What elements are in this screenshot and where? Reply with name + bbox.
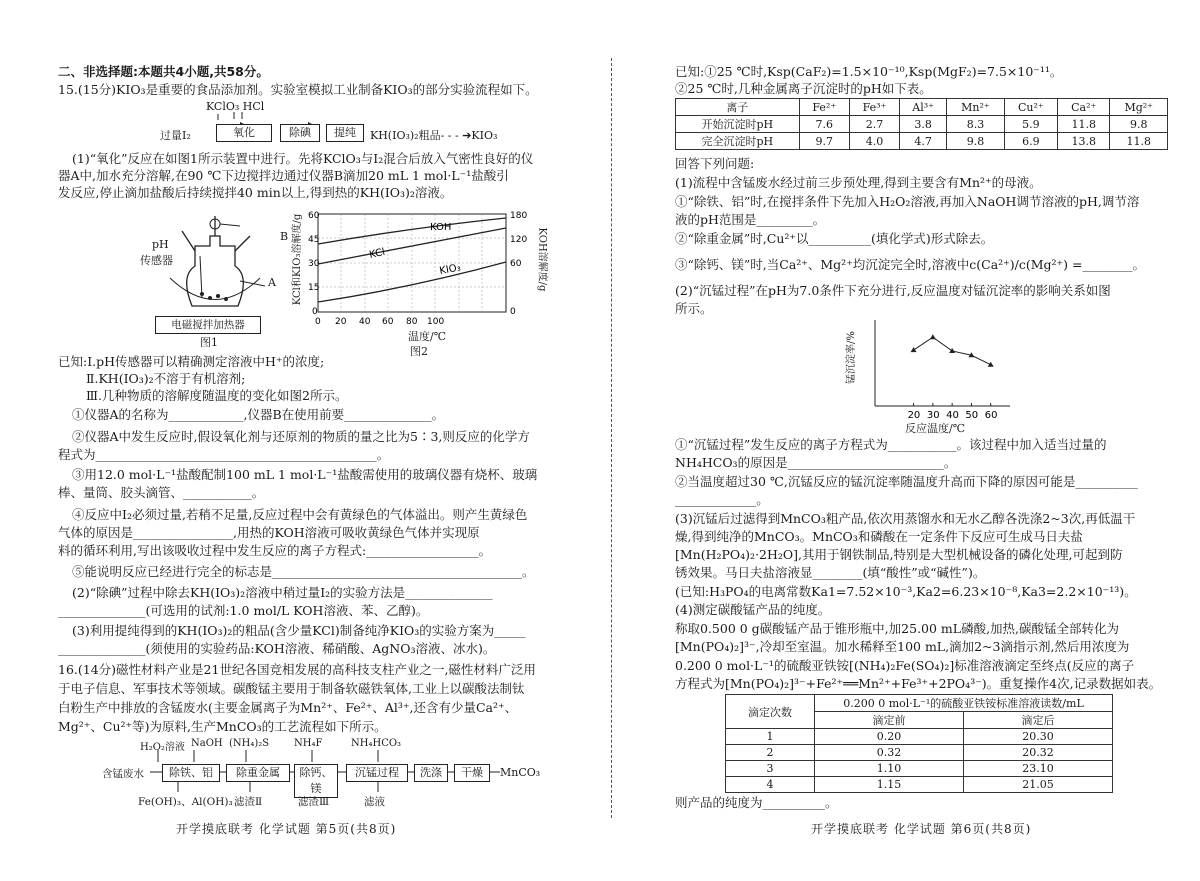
titration-sub-after: 滴定后 — [963, 712, 1112, 729]
curve-label-koh: KOH — [430, 222, 452, 233]
svg-text:0: 0 — [315, 317, 321, 327]
r-line-a3: 液的pH范围是_________。 — [675, 212, 826, 227]
q15-flow-oxidation: 氧化 — [216, 124, 272, 142]
r-line-b5: 燥,得到纯净的MnCO₃。MnCO₃和磷酸在一定条件下反应可生成马日夫盐 — [675, 529, 1083, 544]
solubility-chart — [290, 206, 540, 334]
ph-cell: 6.9 — [1004, 133, 1057, 150]
svg-text:0: 0 — [510, 307, 516, 317]
r-line-b7: 锈效果。马日夫盐溶液显________(填“酸性”或“碱性”)。 — [675, 565, 986, 580]
ph-cell: 9.8 — [947, 133, 1005, 150]
svg-text:180: 180 — [510, 211, 528, 221]
q15-p1-line-2: 器A中,加水充分溶解,在90 ℃下边搅拌边通过仪器B滴加20 mL 1 mol·L⁻¹盐酸引 — [58, 168, 509, 183]
r-line-b10: 称取0.500 0 g碳酸锰产品于锥形瓶中,加25.00 mL磷酸,加热,碳酸锰全部转化为 — [675, 621, 1120, 636]
q15-line-13: ______________(须使用的实验药品:KOH溶液、稀硝酸、AgNO₃溶液、冰水)。 — [58, 641, 496, 656]
r-line-b3: _____________。 — [675, 492, 769, 507]
ph-th-7: Mg²⁺ — [1110, 99, 1168, 116]
ph-cell: 开始沉淀时pH — [676, 116, 800, 133]
table-row — [726, 777, 1113, 793]
mn-data-point — [911, 347, 917, 352]
q16-step-dry: 干燥 — [454, 764, 490, 782]
titration-table — [725, 694, 1113, 793]
q15-line-3: 程式为_____________________________________________。 — [58, 447, 390, 462]
mn-chart-svg — [835, 316, 1015, 424]
mn-x-tick-label: 30 — [926, 410, 940, 421]
titration-cell: 0.20 — [815, 729, 964, 745]
r-line-b4: (3)沉锰后过滤得到MnCO₃粗产品,依次用蒸馏水和无水乙醇各洗涤2~3次,再低温干 — [675, 511, 1136, 526]
fig1-label-ph: pH — [152, 238, 169, 251]
ph-cell: 13.8 — [1057, 133, 1109, 150]
svg-text:100: 100 — [427, 317, 445, 327]
titration-cell: 1.10 — [815, 761, 964, 777]
q15-intro: 15.(15分)KIO₃是重要的食品添加剂。实验室模拟工业制备KIO₃的部分实验流程如下。 — [58, 82, 538, 97]
titration-cell: 23.10 — [963, 761, 1112, 777]
q16-output-3: 滤渣Ⅲ — [298, 796, 330, 808]
fig1-label-sensor: 传感器 — [140, 254, 173, 267]
ph-cell: 4.0 — [849, 133, 899, 150]
ph-cell: 2.7 — [849, 116, 899, 133]
ph-cell: 8.3 — [947, 116, 1005, 133]
ph-table-row — [676, 133, 1168, 150]
svg-text:60: 60 — [382, 317, 394, 327]
titration-sub-before: 滴定前 — [815, 712, 964, 729]
ph-th-3: Al³⁺ — [900, 99, 947, 116]
r-line-a2: ①“除铁、铝”时,在搅拌条件下先加入H₂O₂溶液,再加入NaOH调节溶液的pH,调节溶 — [675, 194, 1140, 209]
mn-xlabel: 反应温度/℃ — [905, 422, 966, 435]
figure-1 — [140, 206, 290, 349]
r-line-b6: [Mn(H₂PO₄)₂·2H₂O],其用于钢铁制品,特别是大型机械设备的磷化处理,可起到防 — [675, 547, 1123, 562]
svg-text:80: 80 — [406, 317, 418, 327]
r-known-1: 已知:①25 ℃时,Ksp(CaF₂)=1.5×10⁻¹⁰,Ksp(MgF₂)=7.5×10⁻¹¹。 — [675, 64, 1063, 79]
ph-table — [675, 98, 1168, 150]
titration-cell: 1.15 — [815, 777, 964, 793]
ph-table-header — [676, 99, 1168, 116]
q16-reagent-nh4f: NH₄F — [294, 738, 323, 749]
r-last-line: 则产品的纯度为__________。 — [675, 795, 838, 810]
q15-line-4: ③用12.0 mol·L⁻¹盐酸配制100 mL 1 mol·L⁻¹盐酸需使用的玻璃仪器有烧杯、玻璃 — [72, 467, 538, 482]
ph-th-5: Cu²⁺ — [1004, 99, 1057, 116]
figure-2 — [290, 206, 550, 366]
q15-line-5: 棒、量筒、胶头滴管、___________。 — [58, 485, 265, 500]
r-line-a7: 所示。 — [675, 301, 713, 316]
svg-text:0: 0 — [312, 307, 318, 317]
q15-p1-line-1: (1)“氧化”反应在如图1所示装置中进行。先将KClO₃与I₂混合后放入气密性良好的仪 — [72, 151, 534, 166]
q16-step-ca-mg: 除钙、镁 — [294, 764, 338, 798]
r-line-b8: (已知:H₃PO₄的电离常数Ka1=7.52×10⁻³,Ka2=6.23×10⁻⁸,Ka3=2.2×10⁻¹³)。 — [675, 584, 1137, 599]
q15-line-1: ①仪器A的名称为____________,仪器B在使用前要______________。 — [72, 407, 445, 422]
q16-reagent-nh4hco3: NH₄HCO₃ — [351, 738, 402, 749]
q15-flow-start: 过量I₂ — [160, 129, 191, 142]
r-line-b13: 方程式为[Mn(PO₄)₂]³⁻+Fe²⁺══Mn²⁺+Fe³⁺+2PO₄³⁻)。重复操作4次,记录数据如表。 — [675, 676, 1162, 691]
fig1-label-b: B — [280, 230, 289, 243]
q16-line-1: 16.(14分)磁性材料产业是21世纪各国竞相发展的高科技支柱产业之一,磁性材料广泛用 — [58, 662, 536, 677]
r-known-2: ②25 ℃时,几种金属离子沉淀时的pH如下表。 — [675, 81, 932, 96]
right-page — [675, 0, 1180, 881]
titration-cell: 4 — [726, 777, 815, 793]
ph-th-1: Fe²⁺ — [799, 99, 849, 116]
q16-line-2: 于电子信息、军事技术等领域。碳酸锰主要用于制备软磁铁氧体,工业上以碳酸法制钛 — [58, 681, 525, 696]
svg-text:15: 15 — [308, 283, 320, 293]
mn-x-tick-label: 20 — [907, 410, 921, 421]
r-line-a6: (2)“沉锰过程”在pH为7.0条件下充分进行,反应温度对锰沉淀率的影响关系如图 — [675, 283, 1111, 298]
titration-header-reading: 0.200 0 mol·L⁻¹的硫酸亚铁铵标准溶液读数/mL — [815, 695, 1113, 712]
page-divider — [611, 58, 612, 818]
titration-cell: 3 — [726, 761, 815, 777]
titration-cell: 20.30 — [963, 729, 1112, 745]
q16-reagent-h2o2: H₂O₂溶液 — [140, 742, 185, 753]
q16-line-3: 白粉生产中排放的含锰废水(主要金属离子为Mn²⁺、Fe²⁺、Al³⁺,还含有少量Ca²⁺、 — [58, 700, 518, 715]
q16-reagent-naoh: NaOH — [191, 738, 223, 749]
q15-line-2: ②仪器A中发生反应时,假设氧化剂与还原剂的物质的量之比为5∶3,则反应的化学方 — [72, 429, 530, 444]
known-1: 已知:Ⅰ.pH传感器可以精确测定溶液中H⁺的浓度; — [58, 354, 325, 369]
r-line-b0: ①“沉锰过程”发生反应的离子方程式为___________。该过程中加入适当过量的 — [675, 437, 1107, 452]
q16-step-wash: 洗涤 — [414, 764, 448, 782]
mn-data-point — [949, 348, 955, 353]
fig1-label-a: A — [268, 276, 276, 289]
r-line-b11: [Mn(PO₄)₂]³⁻,冷却至室温。加水稀释至100 mL,滴加2~3滴指示剂,然后用浓度为 — [675, 639, 1130, 654]
q16-flow-start: 含锰废水 — [102, 768, 144, 780]
ph-cell: 9.8 — [1110, 116, 1168, 133]
titration-cell: 1 — [726, 729, 815, 745]
q15-line-9: ⑤能说明反应已经进行完全的标志是________________________________________。 — [72, 564, 535, 579]
svg-text:120: 120 — [510, 235, 528, 245]
known-2: Ⅱ.KH(IO₃)₂不溶于有机溶剂; — [86, 371, 246, 386]
ph-cell: 11.8 — [1057, 116, 1109, 133]
q15-flow-iodine-removal: 除碘 — [280, 124, 320, 142]
curve-label-kio3: KIO₃ — [438, 262, 462, 277]
r-line-b9: (4)测定碳酸锰产品的纯度。 — [675, 602, 831, 617]
q15-line-6: ④反应中I₂必须过量,若稍不足量,反应过程中会有黄绿色的气体溢出。则产生黄绿色 — [72, 507, 528, 522]
r-line-a0: 回答下列问题: — [675, 156, 755, 171]
ph-th-6: Ca²⁺ — [1057, 99, 1109, 116]
q15-flow-purify: 提纯 — [326, 124, 364, 142]
mn-chart — [835, 316, 1015, 436]
r-line-b12: 0.200 0 mol·L⁻¹的硫酸亚铁铵[(NH₄)₂Fe(SO₄)₂]标准溶液滴定至终点(反应的离子 — [675, 658, 1135, 673]
q15-line-12: (3)利用提纯得到的KH(IO₃)₂的粗品(含少量KCl)制备纯净KIO₃的实验方案为_____ — [72, 623, 526, 638]
q16-output-4: 滤液 — [364, 796, 385, 808]
fig2-xlabel: 温度/℃ — [408, 330, 447, 343]
section-title: 二、非选择题:本题共4小题,共58分。 — [58, 64, 269, 79]
ph-th-4: Mn²⁺ — [947, 99, 1005, 116]
q15-flow-end: KH(IO₃)₂粗品- - - ➔KIO₃ — [370, 129, 498, 142]
svg-text:20: 20 — [335, 317, 347, 327]
mn-ylabel: 锰沉淀率/% — [845, 331, 857, 384]
fig2-ylabel-left: KCl和KIO₃溶解度/g — [292, 213, 304, 306]
r-line-b1: NH₄HCO₃的原因是_________________________。 — [675, 455, 957, 470]
titration-cell: 0.32 — [815, 745, 964, 761]
titration-header-count: 滴定次数 — [726, 695, 815, 729]
ph-cell: 11.8 — [1110, 133, 1168, 150]
ph-cell: 4.7 — [900, 133, 947, 150]
fig2-ylabel-right: KOH溶解度/g — [536, 227, 548, 292]
titration-cell: 2 — [726, 745, 815, 761]
table-row — [726, 761, 1113, 777]
q15-line-11: ______________(可选用的试剂:1.0 mol/L KOH溶液、苯、乙醇)。 — [58, 603, 429, 618]
q15-line-10: (2)“除碘”过程中除去KH(IO₃)₂溶液中稍过量I₂的实验方法是______________ — [72, 585, 493, 600]
r-line-a1: (1)流程中含锰废水经过前三步预处理,得到主要含有Mn²⁺的母液。 — [675, 175, 1042, 190]
svg-text:60: 60 — [308, 211, 320, 221]
r-line-a5: ③“除钙、镁”时,当Ca²⁺、Mg²⁺均沉淀完全时,溶液中c(Ca²⁺)/c(Mg²⁺) =________。 — [675, 257, 1145, 272]
fig1-heater: 电磁搅拌加热器 — [155, 316, 261, 334]
ph-table-row — [676, 116, 1168, 133]
mn-data-point — [930, 334, 936, 339]
r-line-a4: ②“除重金属”时,Cu²⁺以__________(填化学式)形式除去。 — [675, 231, 994, 246]
left-footer: 开学摸底联考 化学试题 第5页(共8页) — [176, 822, 397, 836]
q15-p1-line-3: 发反应,停止滴加盐酸后持续搅拌40 min以上,得到热的KH(IO₃)₂溶液。 — [58, 185, 453, 200]
r-line-b2: ②当温度超过30 ℃,沉锰反应的锰沉淀率随温度升高而下降的原因可能是__________ — [675, 474, 1138, 489]
mn-x-tick-label: 60 — [984, 410, 998, 421]
titration-cell: 21.05 — [963, 777, 1112, 793]
svg-text:30: 30 — [308, 259, 320, 269]
right-footer: 开学摸底联考 化学试题 第6页(共8页) — [811, 822, 1032, 836]
q16-flow-end: MnCO₃ — [500, 766, 541, 779]
q16-reagent-nh4s: (NH₄)₂S — [229, 738, 270, 749]
known-3: Ⅲ.几种物质的溶解度随温度的变化如图2所示。 — [86, 388, 348, 403]
titration-cell: 20.32 — [963, 745, 1112, 761]
q15-line-7: 气体的原因是________________,用热的KOH溶液可吸收黄绿色气体并实现原 — [58, 525, 480, 540]
ph-cell: 3.8 — [900, 116, 947, 133]
ph-cell: 完全沉淀时pH — [676, 133, 800, 150]
ph-th-0: 离子 — [676, 99, 800, 116]
table-row — [726, 745, 1113, 761]
q15-flow-reagents: KClO₃ HCl — [206, 100, 265, 113]
table-row — [726, 729, 1113, 745]
q16-output-1: Fe(OH)₃、Al(OH)₃ — [138, 796, 233, 808]
mn-x-tick-label: 50 — [965, 410, 979, 421]
q16-step-mn-precip: 沉锰过程 — [346, 764, 408, 782]
q16-line-4: Mg²⁺、Cu²⁺等)为原料,生产MnCO₃的工艺流程如下所示。 — [58, 719, 387, 734]
ph-cell: 9.7 — [799, 133, 849, 150]
fig2-caption: 图2 — [410, 345, 428, 358]
svg-text:45: 45 — [308, 235, 320, 245]
left-page — [58, 0, 598, 881]
svg-text:60: 60 — [510, 259, 522, 269]
ph-th-2: Fe³⁺ — [849, 99, 899, 116]
q16-step-fe-al: 除铁、铝 — [162, 764, 220, 782]
mn-x-tick-label: 40 — [946, 410, 959, 421]
curve-label-kcl: KCl — [368, 246, 387, 261]
q16-step-heavy-metal: 除重金属 — [226, 764, 290, 782]
q16-output-2: 滤渣Ⅱ — [234, 796, 263, 808]
fig1-caption: 图1 — [200, 336, 218, 349]
ph-cell: 5.9 — [1004, 116, 1057, 133]
apparatus-drawing — [140, 206, 290, 331]
svg-text:40: 40 — [359, 317, 371, 327]
ph-cell: 7.6 — [799, 116, 849, 133]
q15-line-8: 料的循环利用,写出该吸收过程中发生反应的离子方程式:__________________。 — [58, 543, 492, 558]
